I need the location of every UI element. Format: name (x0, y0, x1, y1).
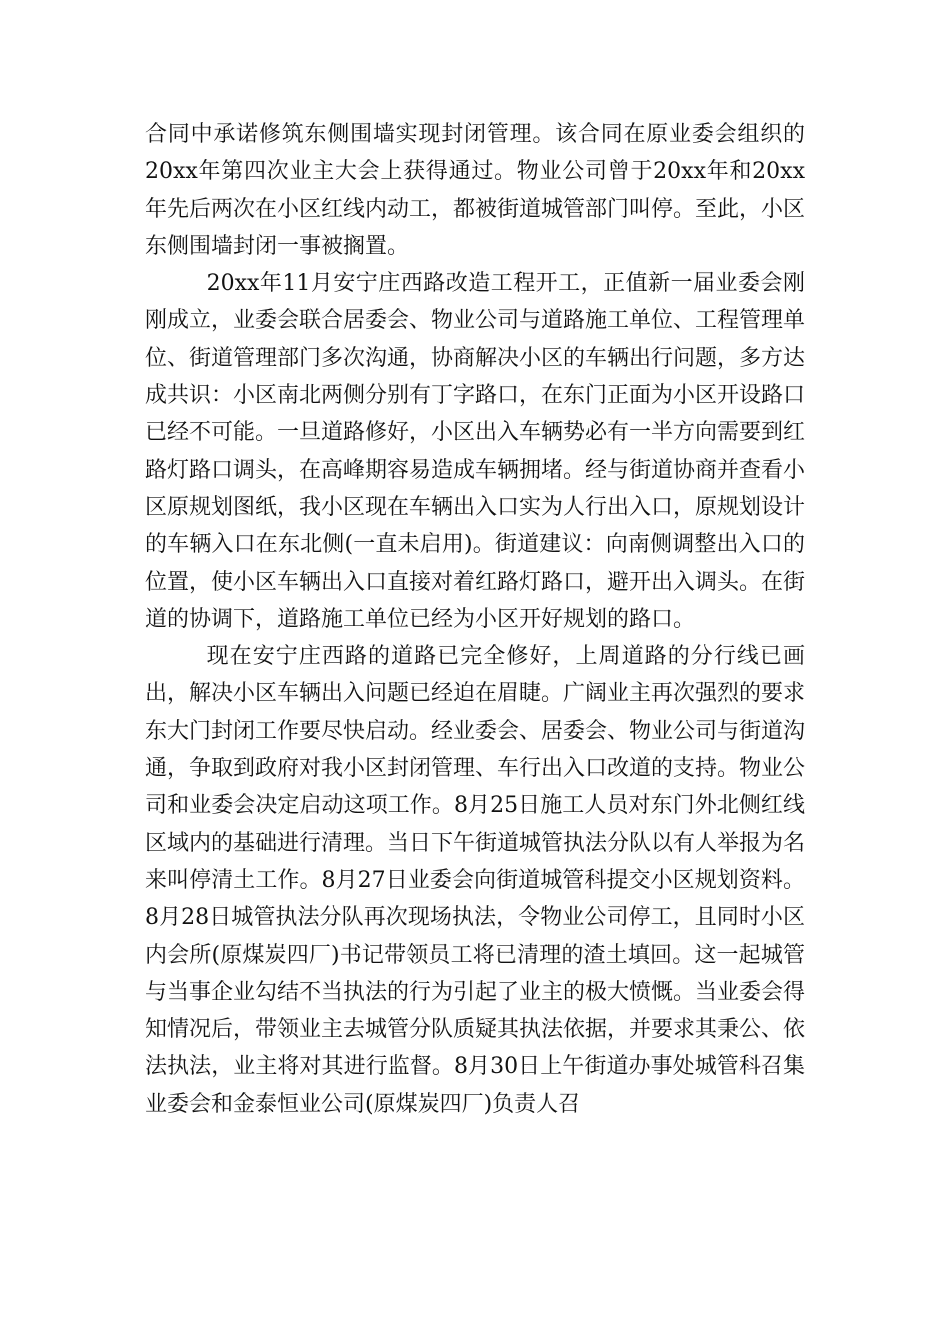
paragraph-3: 现在安宁庄西路的道路已完全修好，上周道路的分行线已画出，解决小区车辆出入问题已经迫在眉睫。广阔业主再次强烈的要求东大门封闭工作要尽快启动。经业委会、居委会、物业公司与街道沟通，争取到政府对我小区封闭管理、车行出入口改道的支持。物业公司和业委会决定启动这项工作。8月25日施工人员对东门外北侧红线区域内的基础进行清理。当日下午街道城管执法分队以有人举报为名来叫停清土工作。8月27日业委会向街道城管科提交小区规划资料。8月28日城管执法分队再次现场执法，令物业公司停工，且同时小区内会所(原煤炭四厂)书记带领员工将已清理的渣土填回。这一起城管与当事企业勾结不当执法的行为引起了业主的极大愤慨。当业委会得知情况后，带领业主去城管分队质疑其执法依据，并要求其秉公、依法执法，业主将对其进行监督。8月30日上午街道办事处城管科召集业委会和金泰恒业公司(原煤炭四厂)负责人召 (145, 644, 806, 1117)
document-body (145, 116, 805, 1123)
paragraph-2: 20xx年11月安宁庄西路改造工程开工，正值新一届业委会刚刚成立，业委会联合居委会、物业公司与道路施工单位、工程管理单位、街道管理部门多次沟通，协商解决小区的车辆出行问题，多方达成共识：小区南北两侧分别有丁字路口，在东门正面为小区开设路口已经不可能。一旦道路修好，小区出入车辆势必有一半方向需要到红路灯路口调头，在高峰期容易造成车辆拥堵。经与街道协商并查看小区原规划图纸，我小区现在车辆出入口实为人行出入口，原规划设计的车辆入口在东北侧(一直未启用)。街道建议：向南侧调整出入口的位置，使小区车辆出入口直接对着红路灯路口，避开出入调头。在街道的协调下，道路施工单位已经为小区开好规划的路口。 (145, 271, 806, 632)
paragraph-1: 合同中承诺修筑东侧围墙实现封闭管理。该合同在原业委会组织的20xx年第四次业主大会上获得通过。物业公司曾于20xx年和20xx年先后两次在小区红线内动工，都被街道城管部门叫停。至此，小区东侧围墙封闭一事被搁置。 (145, 122, 806, 259)
